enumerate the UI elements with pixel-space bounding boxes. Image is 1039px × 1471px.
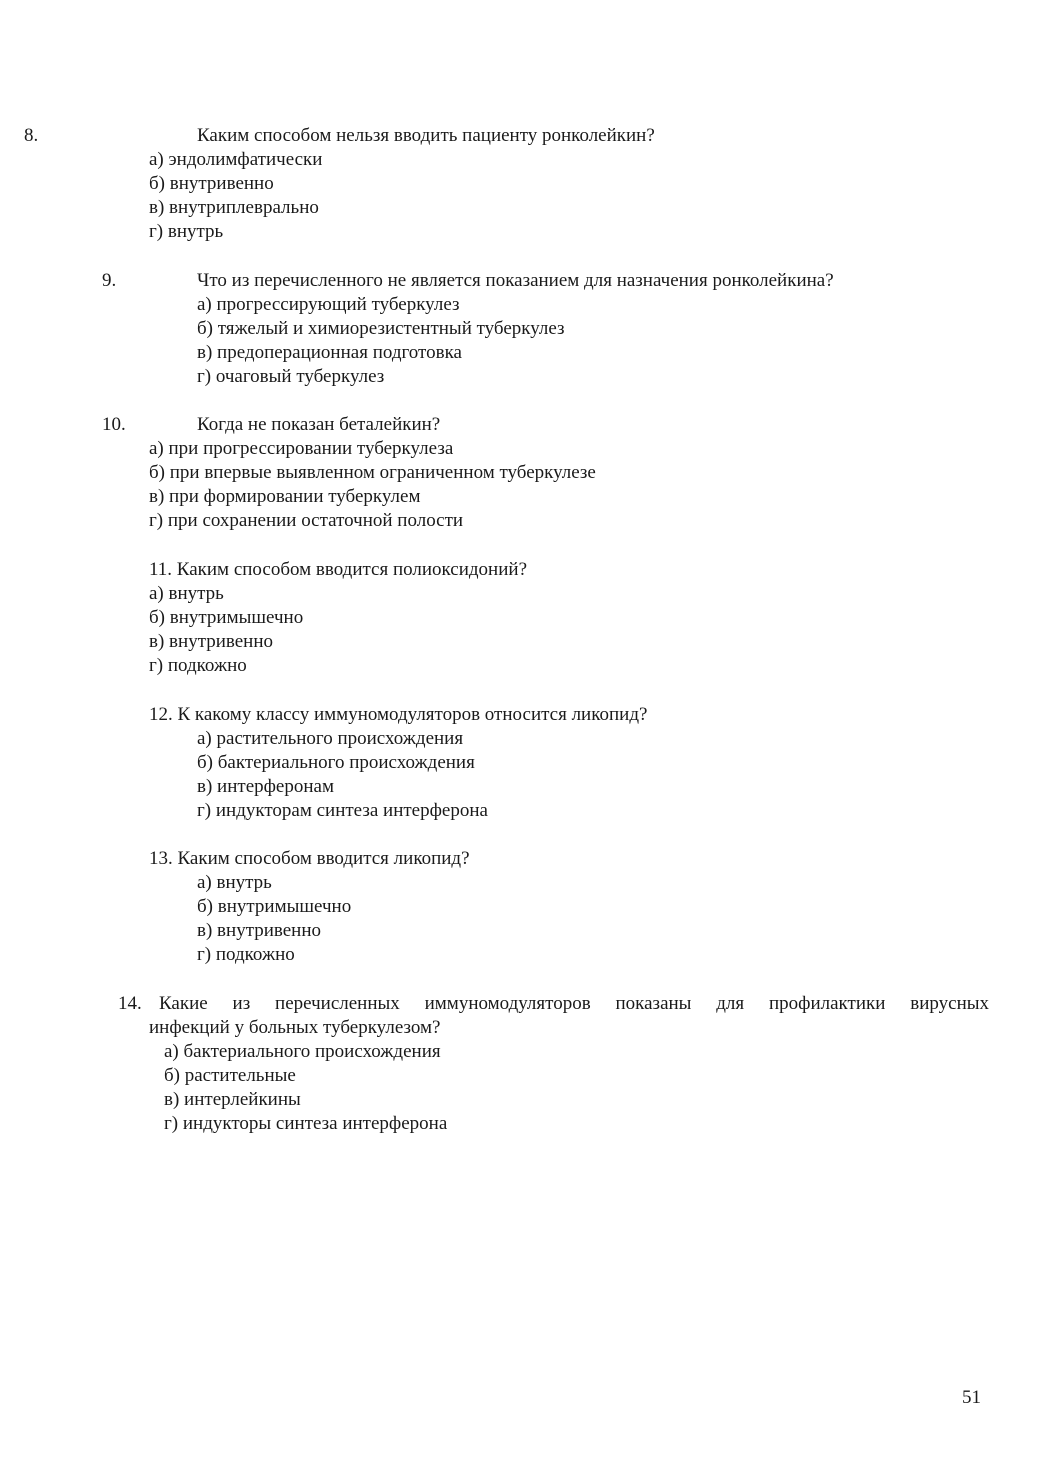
answer-option: а) при прогрессировании туберкулеза: [149, 438, 454, 459]
answer-option: г) индукторам синтеза интерферона: [197, 800, 488, 821]
answer-option: а) эндолимфатически: [149, 149, 323, 170]
question-text-line-2: инфекций у больных туберкулезом?: [149, 1017, 441, 1038]
answer-option: в) внутривенно: [197, 920, 322, 941]
answer-option: а) бактериального происхождения: [164, 1041, 441, 1062]
question-text: 11. Каким способом вводится полиоксидоний?: [149, 559, 527, 580]
answer-option: а) растительного происхождения: [197, 728, 464, 749]
answer-option: в) интерферонам: [197, 776, 334, 797]
page-number: 51: [962, 1387, 981, 1408]
question-text: Что из перечисленного не является показанием для назначения ронколейкина?: [197, 270, 834, 291]
answer-option: а) внутрь: [197, 872, 272, 893]
answer-option: б) внутривенно: [149, 173, 274, 194]
answer-option: в) предоперационная подготовка: [197, 342, 462, 363]
question-text: Каким способом нельзя вводить пациенту ронколейкин?: [197, 125, 655, 146]
answer-option: г) индукторы синтеза интерферона: [164, 1113, 448, 1134]
answer-option: б) растительные: [164, 1065, 296, 1086]
question-number: 10.: [102, 414, 126, 435]
answer-option: г) при сохранении остаточной полости: [149, 510, 464, 531]
answer-option: б) при впервые выявленном ограниченном туберкулезе: [149, 462, 596, 483]
answer-option: б) внутримышечно: [149, 607, 304, 628]
answer-option: а) прогрессирующий туберкулез: [197, 294, 460, 315]
question-number: 14.: [118, 993, 142, 1014]
answer-option: г) внутрь: [149, 221, 224, 242]
answer-option: в) внутривенно: [149, 631, 274, 652]
question-text: Когда не показан беталейкин?: [197, 414, 441, 435]
question-text: 13. Каким способом вводится ликопид?: [149, 848, 470, 869]
answer-option: б) бактериального происхождения: [197, 752, 475, 773]
answer-option: г) подкожно: [197, 944, 295, 965]
answer-option: г) очаговый туберкулез: [197, 366, 385, 387]
answer-option: б) внутримышечно: [197, 896, 352, 917]
answer-option: в) при формировании туберкулем: [149, 486, 421, 507]
question-text-line-1: Какие из перечисленных иммуномодуляторов показаны для профилактики вирусных: [159, 993, 989, 1014]
answer-option: в) внутриплеврально: [149, 197, 319, 218]
answer-option: г) подкожно: [149, 655, 247, 676]
question-number: 8.: [24, 125, 39, 146]
answer-option: б) тяжелый и химиорезистентный туберкулез: [197, 318, 565, 339]
question-text: 12. К какому классу иммуномодуляторов относится ликопид?: [149, 704, 648, 725]
answer-option: а) внутрь: [149, 583, 224, 604]
answer-option: в) интерлейкины: [164, 1089, 301, 1110]
question-number: 9.: [102, 270, 117, 291]
